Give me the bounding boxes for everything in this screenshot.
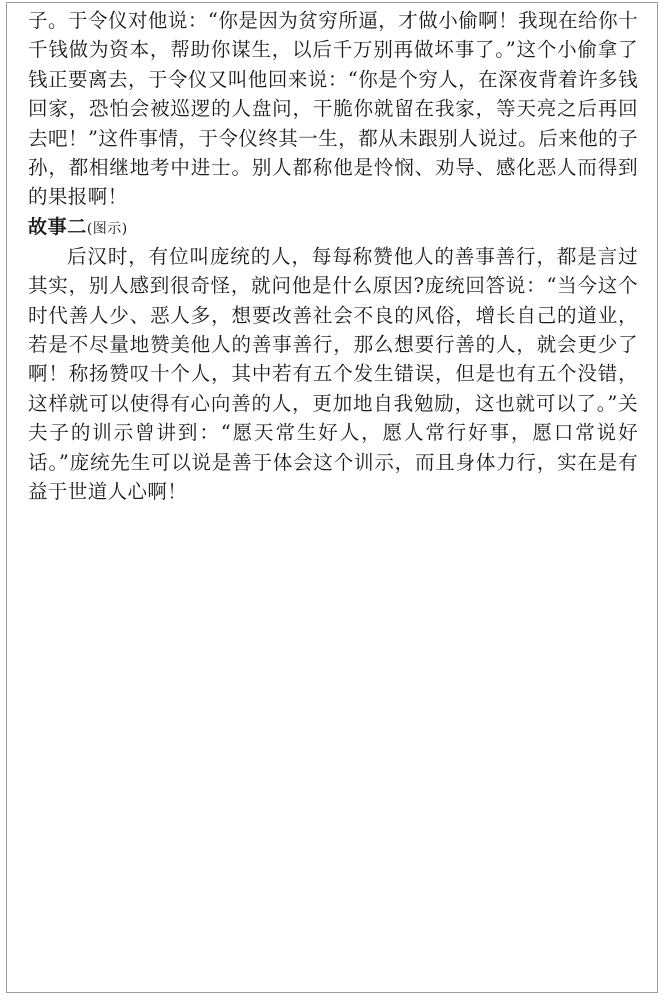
story-two-paragraph: 后汉时，有位叫庞统的人，每每称赞他人的善事善行，都是言过其实，别人感到很奇怪，就问他是什么原因?庞统回答说：“当今这个时代善人少、恶人多，想要改善社会不良的风俗，增长自己的道业，若是不尽量地赞美他人的善事善行，那么想要行善的人，就会更少了啊！称扬赞叹十个人，其中若有五个发生错误，但是也有五个没错，这样就可以使得有心向善的人，更加地自我勉励，这也就可以了。”关夫子的训示曾讲到：“愿天常生好人，愿人常行好事，愿口常说好话。”庞统先生可以说是善于体会这个训示，而且身体力行，实在是有益于世道人心啊！ xyxy=(28,244,638,504)
story-one-paragraph: 子。于令仪对他说：“你是因为贫穷所逼，才做小偷啊！我现在给你十千钱做为资本，帮助你谋生，以后千万别再做坏事了。”这个小偷拿了钱正要离去，于令仪又叫他回来说：“你是个穷人，在深夜背着许多钱回家，恐怕会被巡逻的人盘问，干脆你就留在我家，等天亮之后再回去吧！”这件事情，于令仪终其一生，都从未跟别人说过。后来他的子孙，都相继地考中进士。别人都称他是怜悯、劝导、感化恶人而得到的果报啊！ xyxy=(28,9,638,209)
story-two-note: (图示) xyxy=(86,220,128,237)
story-two-heading xyxy=(28,212,638,242)
story-two-title: 故事二 xyxy=(28,215,87,238)
page-content xyxy=(28,6,638,507)
